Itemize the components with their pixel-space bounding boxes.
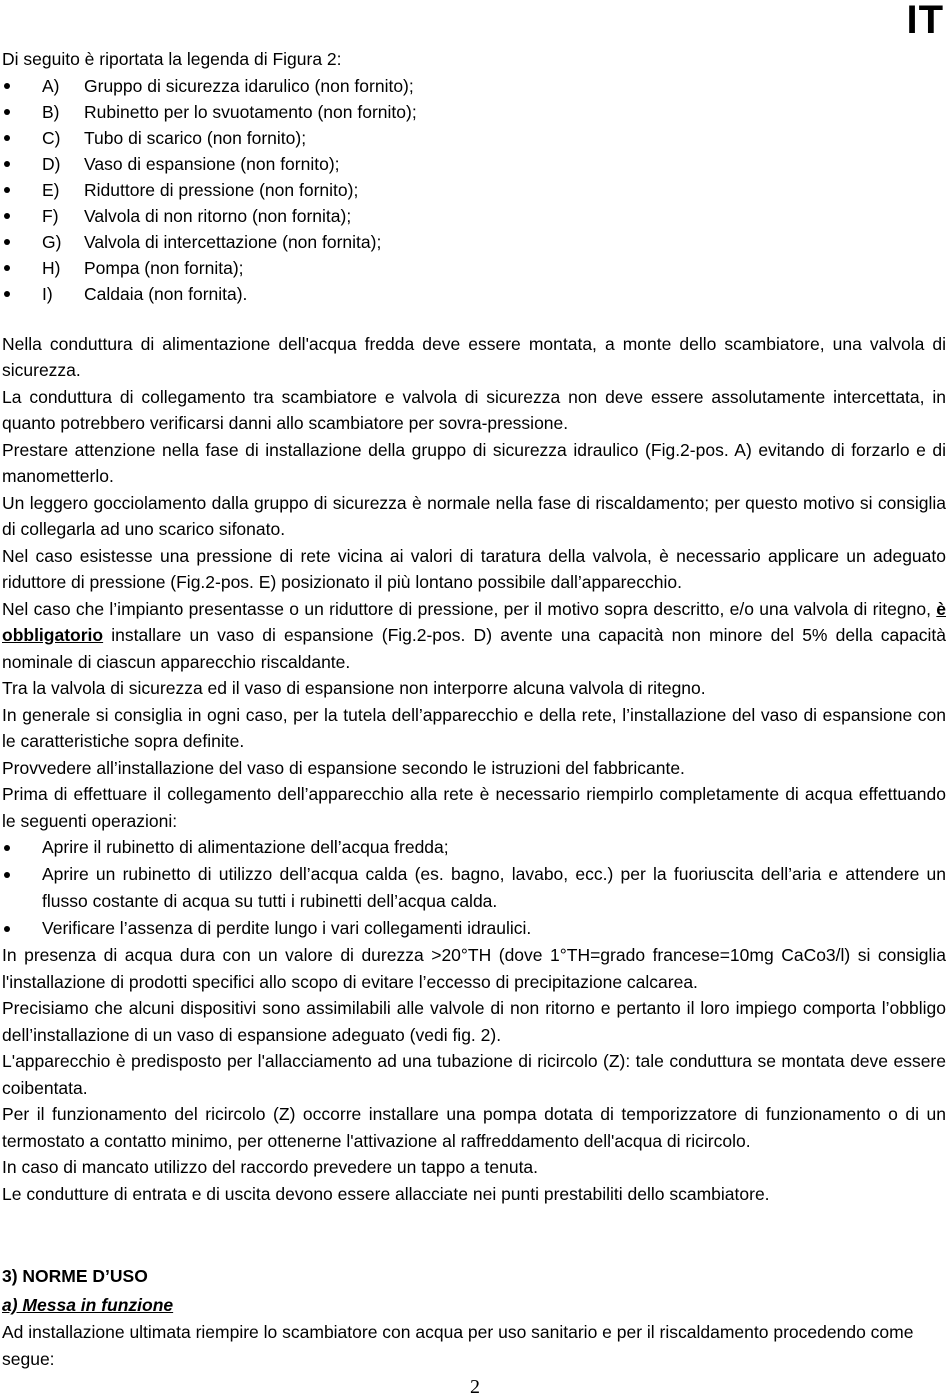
page-number: 2 bbox=[470, 1376, 480, 1398]
subsection-title: a) Messa in funzione bbox=[2, 1295, 174, 1315]
legend-text: Gruppo di sicurezza idarulico (non fornito); bbox=[84, 75, 414, 96]
legend-key: D) bbox=[42, 153, 61, 174]
paragraph: Precisiamo che alcuni dispositivi sono assimilabili alle valvole di non ritorno e pertanto il loro impiego comporta l’obbligo dell’installazione di un vaso di espansione adeguato (vedi fig. 2). bbox=[2, 998, 946, 1045]
legend-item bbox=[2, 255, 946, 281]
paragraph: Prima di effettuare il collegamento dell’apparecchio alla rete è necessario riempirlo completamente di acqua effettuando le seguenti operazioni: bbox=[2, 784, 946, 831]
paragraph: Un leggero gocciolamento dalla gruppo di sicurezza è normale nella fase di riscaldamento; per questo motivo si consiglia di collegarla ad uno scarico sifonato. bbox=[2, 492, 946, 539]
language-label: IT bbox=[906, 0, 944, 42]
paragraph-text: installare un vaso di espansione (Fig.2-pos. D) avente una capacità non minore del 5% della capacità nominale di ciascun apparecchio riscaldante. bbox=[2, 625, 946, 672]
legend-key: I) bbox=[42, 283, 53, 304]
legend-item bbox=[2, 99, 946, 125]
paragraph: In generale si consiglia in ogni caso, per la tutela dell’apparecchio e della rete, l’installazione del vaso di espansione con le caratteristiche sopra definite. bbox=[2, 704, 946, 751]
legend-text: Valvola di intercettazione (non fornita); bbox=[84, 231, 382, 252]
legend-key: B) bbox=[42, 101, 60, 122]
legend-item bbox=[2, 73, 946, 99]
legend-key: F) bbox=[42, 205, 59, 226]
section-title: 3) NORME D’USO bbox=[2, 1266, 148, 1286]
legend-text: Pompa (non fornita); bbox=[84, 257, 244, 278]
legend-text: Valvola di non ritorno (non fornita); bbox=[84, 205, 352, 226]
paragraph: In caso di mancato utilizzo del raccordo prevedere un tappo a tenuta. bbox=[2, 1157, 539, 1177]
legend-text: Rubinetto per lo svuotamento (non fornito); bbox=[84, 101, 417, 122]
legend-text: Riduttore di pressione (non fornito); bbox=[84, 179, 359, 200]
paragraph: La conduttura di collegamento tra scambiatore e valvola di sicurezza non deve essere assolutamente intercettata, in quanto potrebbero verificarsi danni allo scambiatore per sovra-pressione. bbox=[2, 386, 946, 433]
mandatory-emphasis: è obbligatorio bbox=[2, 598, 946, 645]
paragraph: Provvedere all’installazione del vaso di espansione secondo le istruzioni del fabbricante. bbox=[2, 757, 685, 778]
legend-item bbox=[2, 229, 946, 255]
legend-item bbox=[2, 151, 946, 177]
legend-key: H) bbox=[42, 257, 61, 278]
paragraph bbox=[2, 596, 946, 676]
legend-text: Tubo di scarico (non fornito); bbox=[84, 127, 307, 148]
paragraph: Per il funzionamento del ricircolo (Z) occorre installare una pompa dotata di temporizzatore di funzionamento o di un termostato a contatto minimo, per ottenerne l'attivazione al raffreddamento dell'acqua di ricircolo. bbox=[2, 1104, 946, 1151]
paragraph: Nella conduttura di alimentazione dell'acqua fredda deve essere montata, a monte dello scambiatore, una valvola di sicurezza. bbox=[2, 333, 946, 380]
operation-item: Aprire un rubinetto di utilizzo dell’acqua calda (es. bagno, lavabo, ecc.) per la fuoriuscita dell’aria e attendere un flusso costante di acqua su tutti i rubinetti dell’acqua calda. bbox=[2, 861, 946, 915]
paragraph: Prestare attenzione nella fase di installazione della gruppo di sicurezza idraulico (Fig.2-pos. A) evitando di forzarlo e di manometterlo. bbox=[2, 439, 946, 486]
legend-item bbox=[2, 203, 946, 229]
paragraph: Ad installazione ultimata riempire lo scambiatore con acqua per uso sanitario e per il riscaldamento procedendo come segue: bbox=[2, 1322, 914, 1369]
paragraph-text: Nel caso che l’impianto presentasse o un riduttore di pressione, per il motivo sopra descritto, e/o una valvola di ritegno, bbox=[2, 598, 937, 619]
legend-item bbox=[2, 125, 946, 151]
legend-key: A) bbox=[42, 75, 60, 96]
legend-key: E) bbox=[42, 179, 60, 200]
paragraph: Tra la valvola di sicurezza ed il vaso di espansione non interporre alcuna valvola di ritegno. bbox=[2, 678, 706, 698]
paragraph: Le condutture di entrata e di uscita devono essere allacciate nei punti prestabiliti dello scambiatore. bbox=[2, 1183, 770, 1204]
operations-list bbox=[2, 834, 946, 942]
operation-item: Aprire il rubinetto di alimentazione dell’acqua fredda; bbox=[2, 834, 946, 861]
legend-item bbox=[2, 177, 946, 203]
operation-item: Verificare l’assenza di perdite lungo i vari collegamenti idraulici. bbox=[2, 915, 946, 942]
legend-list bbox=[2, 73, 946, 307]
legend-text: Vaso di espansione (non fornito); bbox=[84, 153, 340, 174]
legend-text: Caldaia (non fornita). bbox=[84, 283, 248, 304]
paragraph: In presenza di acqua dura con un valore di durezza >20°TH (dove 1°TH=grado francese=10mg CaCo3/l) si consiglia l'installazione di prodotti specifici allo scopo di evitare l’eccesso di precipitazione calcarea. bbox=[2, 945, 946, 992]
legend-key: G) bbox=[42, 231, 62, 252]
legend-item bbox=[2, 281, 946, 307]
legend-key: C) bbox=[42, 127, 61, 148]
paragraph: L'apparecchio è predisposto per l'allacciamento ad una tubazione di ricircolo (Z): tale conduttura se montata deve essere coibentata. bbox=[2, 1051, 946, 1098]
paragraph: Nel caso esistesse una pressione di rete vicina ai valori di taratura della valvola, è necessario applicare un adeguato riduttore di pressione (Fig.2-pos. E) posizionato il più lontano possibile dall’apparecchio. bbox=[2, 545, 946, 592]
document-body bbox=[2, 46, 946, 1372]
legend-intro: Di seguito è riportata la legenda di Figura 2: bbox=[2, 49, 342, 69]
spacer bbox=[2, 307, 946, 331]
